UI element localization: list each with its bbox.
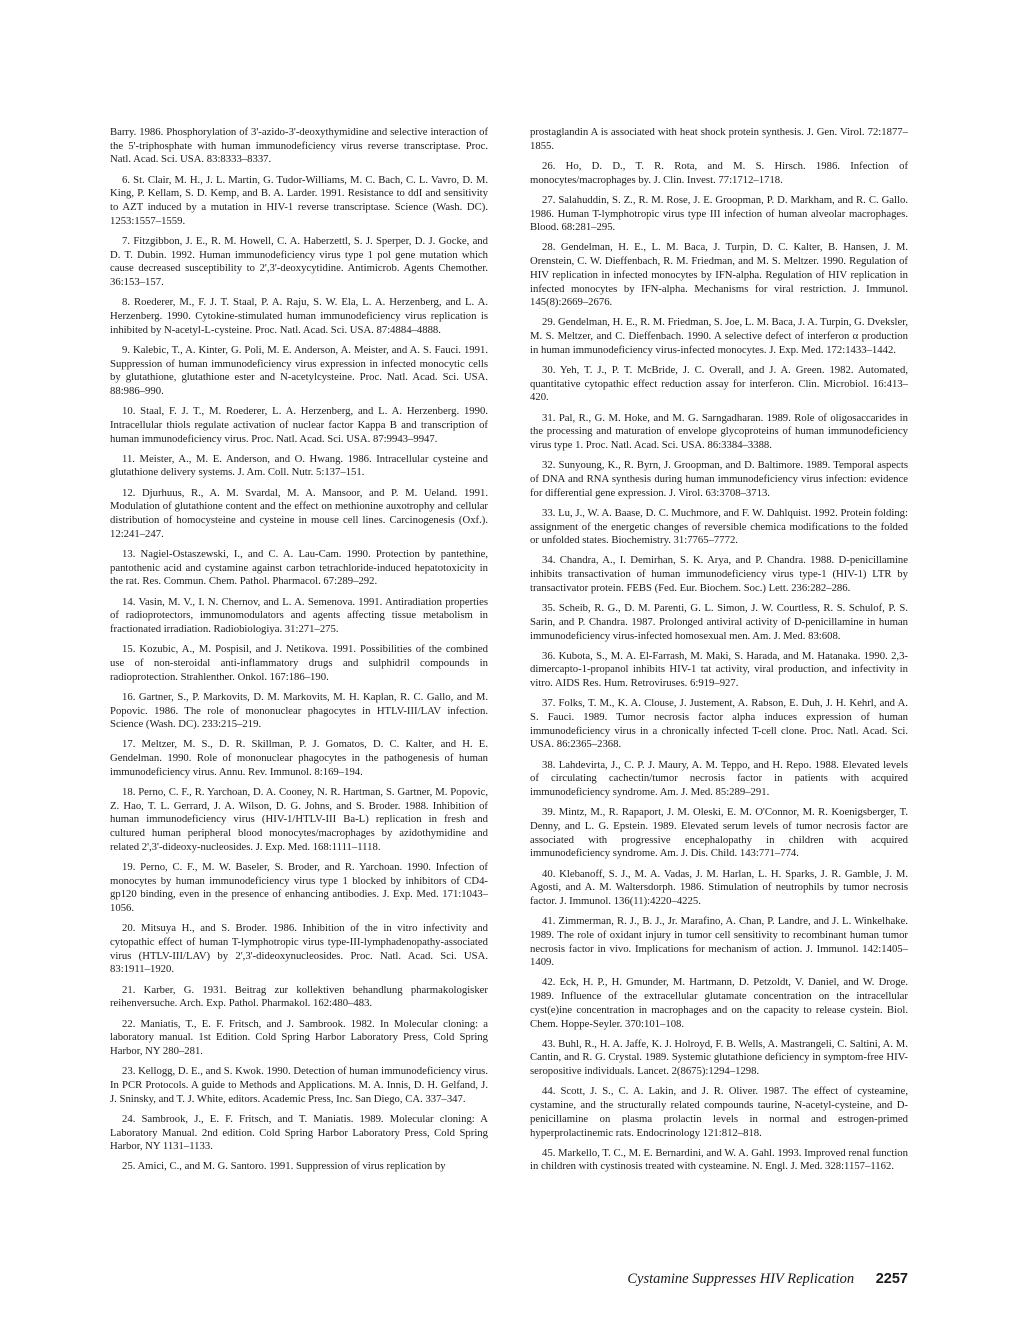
reference-entry: 30. Yeh, T. J., P. T. McBride, J. C. Overall, and J. A. Green. 1982. Automated, quantitative cytopathic effect reduction assay for interferon. Clin. Microbiol. 16:413–420.: [530, 364, 908, 404]
reference-entry: 23. Kellogg, D. E., and S. Kwok. 1990. Detection of human immunodeficiency virus. In PCR Protocols. A guide to Methods and Applications. M. A. Innis, D. H. Gelfand, J. J. Sninsky, and T. J. White, editors. Academic Press, Inc. San Diego, CA. 337–347.: [110, 1065, 488, 1105]
reference-entry: 20. Mitsuya H., and S. Broder. 1986. Inhibition of the in vitro infectivity and cytopathic effect of human T-lymphotropic virus type-III-lymphadenopathy-associated virus (HTLV-III/LAV) by 2',3'-dideoxynucleosides. Proc. Natl. Acad. Sci. USA. 83:1911–1920.: [110, 922, 488, 976]
reference-entry: 38. Lahdevirta, J., C. P. J. Maury, A. M. Teppo, and H. Repo. 1988. Elevated levels of circulating cachectin/tumor necrosis factor in patients with acquired immunodeficiency syndrome. Am. J. Med. 85:289–291.: [530, 758, 908, 799]
reference-entry: 22. Maniatis, T., E. F. Fritsch, and J. Sambrook. 1982. In Molecular cloning: a laboratory manual. 1st Edition. Cold Spring Harbor Laboratory Press, Cold Spring Harbor, NY 280–281.: [110, 1017, 488, 1057]
reference-entry: 18. Perno, C. F., R. Yarchoan, D. A. Cooney, N. R. Hartman, S. Gartner, M. Popovic, Z. Hao, T. L. Gerrard, J. A. Wilson, D. G. Johns, and S. Broder. 1988. Inhibition of human immunodeficiency virus (HIV-1/HTLV-III Ba-L) replication in fresh and cultured human peripheral blood monocytes/macrophages by azidothymidine and related 2',3'-dideoxy-nucleosides. J. Exp. Med. 168:1111–1118.: [110, 786, 488, 853]
reference-entry: 44. Scott, J. S., C. A. Lakin, and J. R. Oliver. 1987. The effect of cysteamine, cystamine, and the structurally related compounds taurine, N-acetyl-cysteine, and D-penicillamine on plasma prolactin levels in normal and estrogen-primed hyperprolactinemic rats. Endocrinology 121:812–818.: [530, 1085, 908, 1139]
reference-entry: 12. Djurhuus, R., A. M. Svardal, M. A. Mansoor, and P. M. Ueland. 1991. Modulation of glutathione content and the effect on methionine auxotrophy and cellular distribution of homocysteine and cysteine in mouse cell lines. Carcinogenesis (Oxf.). 12:241–247.: [110, 486, 488, 540]
running-title: Cystamine Suppresses HIV Replication: [627, 1271, 855, 1287]
reference-entry: 9. Kalebic, T., A. Kinter, G. Poli, M. E. Anderson, A. Meister, and A. S. Fauci. 1991. Suppression of human immunodeficiency virus expression in infected monocytic cells by glutathione, glutathione ester and N-acetylcysteine. Proc. Natl. Acad. Sci. USA. 88:986–990.: [110, 343, 488, 397]
reference-entry: Barry. 1986. Phosphorylation of 3'-azido-3'-deoxythymidine and selective interaction of the 5'-triphosphate with human immunodeficiency virus reverse transcriptase. Proc. Natl. Acad. Sci. USA. 83:8333–8337.: [110, 126, 488, 166]
reference-entry: 8. Roederer, M., F. J. T. Staal, P. A. Raju, S. W. Ela, L. A. Herzenberg, and L. A. Herzenberg. 1990. Cytokine-stimulated human immunodeficiency virus replication is inhibited by N-acetyl-L-cysteine. Proc. Natl. Acad. Sci. USA. 87:4884–4888.: [110, 296, 488, 336]
reference-entry: 26. Ho, D. D., T. R. Rota, and M. S. Hirsch. 1986. Infection of monocytes/macrophages by. J. Clin. Invest. 77:1712–1718.: [530, 159, 908, 186]
reference-entry: 33. Lu, J., W. A. Baase, D. C. Muchmore, and F. W. Dahlquist. 1992. Protein folding: assignment of the energetic changes of reversible chemica modifications to the folded or unfolded states. Biochemistry. 31:7765–7772.: [530, 506, 908, 547]
reference-entry: 27. Salahuddin, S. Z., R. M. Rose, J. E. Groopman, P. D. Markham, and R. C. Gallo. 1986. Human T-lymphotropic virus type III infection of human alveolar macrophages. Blood. 68:281–295.: [530, 193, 908, 234]
reference-entry: 43. Buhl, R., H. A. Jaffe, K. J. Holroyd, F. B. Wells, A. Mastrangeli, C. Saltini, A. M. Cantin, and R. G. Crystal. 1989. Systemic glutathione deficiency in symptom-free HIV-seropositive individuals. Lancet. 2(8675):1294–1298.: [530, 1037, 908, 1078]
reference-column-left: [110, 126, 488, 1181]
reference-entry: 28. Gendelman, H. E., L. M. Baca, J. Turpin, D. C. Kalter, B. Hansen, J. M. Orenstein, C. W. Dieffenbach, R. M. Friedman, and M. S. Meltzer. 1990. Regulation of HIV replication in infected monocytes by IFN-alpha. Regulation of HIV replication in infected monocytes by IFN-alpha. Mechanisms for viral restriction. J. Immunol. 145(8):2669–2676.: [530, 241, 908, 309]
reference-entry: 37. Folks, T. M., K. A. Clouse, J. Justement, A. Rabson, E. Duh, J. H. Kehrl, and A. S. Fauci. 1989. Tumor necrosis factor alpha induces expression of human immunodeficiency virus in a chronically infected T-cell clone. Proc. Natl. Acad. Sci. USA. 86:2365–2368.: [530, 697, 908, 751]
reference-entry: 41. Zimmerman, R. J., B. J., Jr. Marafino, A. Chan, P. Landre, and J. L. Winkelhake. 1989. The role of oxidant injury in tumor cell sensitivity to recombinant human tumor necrosis factor in vivo. Implications for mechanism of action. J. Immunol. 142:1405–1409.: [530, 915, 908, 969]
reference-entry: 10. Staal, F. J. T., M. Roederer, L. A. Herzenberg, and L. A. Herzenberg. 1990. Intracellular thiols regulate activation of nuclear factor Kappa B and transcription of human immunodeficiency virus. Proc. Natl. Acad. Sci. USA. 87:9943–9947.: [110, 405, 488, 445]
reference-entry: 42. Eck, H. P., H. Gmunder, M. Hartmann, D. Petzoldt, V. Daniel, and W. Droge. 1989. Influence of the extracellular glutamate concentration on the intracellular cyst(e)ine concentration in macrophages and on the capacity to release cystein. Biol. Chem. Hoppe-Seyler. 370:101–108.: [530, 976, 908, 1030]
reference-entry: 24. Sambrook, J., E. F. Fritsch, and T. Maniatis. 1989. Molecular cloning: A Laboratory Manual. 2nd edition. Cold Spring Harbor Laboratory Press, Cold Spring Harbor, NY 1131–1133.: [110, 1112, 488, 1153]
reference-entry: 40. Klebanoff, S. J., M. A. Vadas, J. M. Harlan, L. H. Sparks, J. R. Gamble, J. M. Agosti, and A. M. Waltersdorph. 1986. Stimulation of neutrophils by tumor necrosis factor. J. Immunol. 136(11):4220–4225.: [530, 867, 908, 907]
reference-entry: 17. Meltzer, M. S., D. R. Skillman, P. J. Gomatos, D. C. Kalter, and H. E. Gendelman. 1990. Role of mononuclear phagocytes in the pathogenesis of human immunodeficiency virus. Annu. Rev. Immunol. 8:169–194.: [110, 738, 488, 778]
reference-entry: 19. Perno, C. F., M. W. Baseler, S. Broder, and R. Yarchoan. 1990. Infection of monocytes by human immunodeficiency virus type 1 blocked by inhibitors of CD4-gp120 binding, even in the presence of enhancing antibodies. J. Exp. Med. 171:1043–1056.: [110, 861, 488, 915]
reference-entry: 16. Gartner, S., P. Markovits, D. M. Markovits, M. H. Kaplan, R. C. Gallo, and M. Popovic. 1986. The role of mononuclear phagocytes in HTLV-III/LAV infection. Science (Wash. DC). 233:215–219.: [110, 690, 488, 731]
reference-entry: 29. Gendelman, H. E., R. M. Friedman, S. Joe, L. M. Baca, J. A. Turpin, G. Dveksler, M. S. Meltzer, and C. Dieffenbach. 1990. A selective defect of interferon α production in human immunodeficiency virus-infected monocytes. J. Exp. Med. 172:1433–1442.: [530, 316, 908, 356]
reference-entry: 31. Pal, R., G. M. Hoke, and M. G. Sarngadharan. 1989. Role of oligosaccarides in the processing and maturation of envelope glycoproteins of human immunodeficiency virus type 1. Proc. Natl. Acad. Sci. USA. 86:3384–3388.: [530, 411, 908, 452]
reference-column-right: [530, 126, 908, 1181]
reference-entry: 6. St. Clair, M. H., J. L. Martin, G. Tudor-Williams, M. C. Bach, C. L. Vavro, D. M. King, P. Kellam, S. D. Kemp, and B. A. Larder. 1991. Resistance to ddI and sensitivity to AZT induced by a mutation in HIV-1 reverse transcriptase. Science (Wash. DC). 1253:1557–1559.: [110, 173, 488, 227]
reference-entry: 25. Amici, C., and M. G. Santoro. 1991. Suppression of virus replication by: [122, 1160, 446, 1173]
reference-entry: 36. Kubota, S., M. A. El-Farrash, M. Maki, S. Harada, and M. Hatanaka. 1990. 2,3-dimercapto-1-propanol inhibits HIV-1 tat activity, viral production, and infectivity in vitro. AIDS Res. Hum. Retroviruses. 6:919–927.: [530, 649, 908, 690]
reference-entry: 45. Markello, T. C., M. E. Bernardini, and W. A. Gahl. 1993. Improved renal function in children with cystinosis treated with cysteamine. N. Engl. J. Med. 328:1157–1162.: [530, 1146, 908, 1173]
reference-entry: 35. Scheib, R. G., D. M. Parenti, G. L. Simon, J. W. Courtless, R. S. Schulof, P. S. Sarin, and P. Chandra. 1987. Prolonged antiviral activity of D-penicillamine in human immunodeficiency virus-infected homosexual men. Am. J. Med. 83:608.: [530, 602, 908, 642]
reference-entry: 13. Nagiel-Ostaszewski, I., and C. A. Lau-Cam. 1990. Protection by pantethine, pantothenic acid and cystamine against carbon tetrachloride-induced hepatotoxicity in the rat. Res. Commun. Chem. Pathol. Pharmacol. 67:289–292.: [110, 547, 488, 588]
reference-entry: 34. Chandra, A., I. Demirhan, S. K. Arya, and P. Chandra. 1988. D-penicillamine inhibits transactivation of human immunodeficiency virus type-1 (HIV-1) LTR by transactivator protein. FEBS (Fed. Eur. Biochem. Soc.) Lett. 236:282–286.: [530, 554, 908, 594]
reference-entry: 14. Vasin, M. V., I. N. Chernov, and L. A. Semenova. 1991. Antiradiation properties of radioprotectors, immunomodulators and agents affecting tissue metabolism in fractionated irradiation. Radiobiologiya. 31:271–275.: [110, 595, 488, 635]
reference-entry: 7. Fitzgibbon, J. E., R. M. Howell, C. A. Haberzettl, S. J. Sperper, D. J. Gocke, and D. T. Dubin. 1992. Human immunodeficiency virus type 1 pol gene mutation which cause decreased susceptibility to 2',3'-deoxycytidine. Antimicrob. Agents Chemother. 36:153–157.: [110, 234, 488, 289]
page-footer: [530, 1271, 908, 1288]
page-number: 2257: [875, 1271, 908, 1287]
reference-entry: 21. Karber, G. 1931. Beitrag zur kollektiven behandlung pharmakologisker reihenversuche. Arch. Exp. Pathol. Pharmakol. 162:480–483.: [110, 983, 488, 1010]
reference-entry: 39. Mintz, M., R. Rapaport, J. M. Oleski, E. M. O'Connor, M. R. Koenigsberger, T. Denny, and L. G. Epstein. 1989. Elevated serum levels of tumor necrosis factor are associated with progressive encephalopathy in children with acquired immunodeficiency syndrome. Am. J. Dis. Child. 143:771–774.: [530, 806, 908, 860]
reference-entry: 15. Kozubic, A., M. Pospisil, and J. Netikova. 1991. Possibilities of the combined use of non-steroidal anti-inflammatory drugs and sulphidril compounds in radioprotection. Strahlenther. Onkol. 167:186–190.: [110, 643, 488, 683]
reference-entry: 32. Sunyoung, K., R. Byrn, J. Groopman, and D. Baltimore. 1989. Temporal aspects of DNA and RNA synthesis during human immunodeficiency virus infection: evidence for differential gene expression. J. Virol. 63:3708–3713.: [530, 459, 908, 499]
reference-entry: prostaglandin A is associated with heat shock protein synthesis. J. Gen. Virol. 72:1877–1855.: [530, 126, 908, 152]
reference-entry: 11. Meister, A., M. E. Anderson, and O. Hwang. 1986. Intracellular cysteine and glutathione delivery systems. J. Am. Coll. Nutr. 5:137–151.: [110, 452, 488, 479]
